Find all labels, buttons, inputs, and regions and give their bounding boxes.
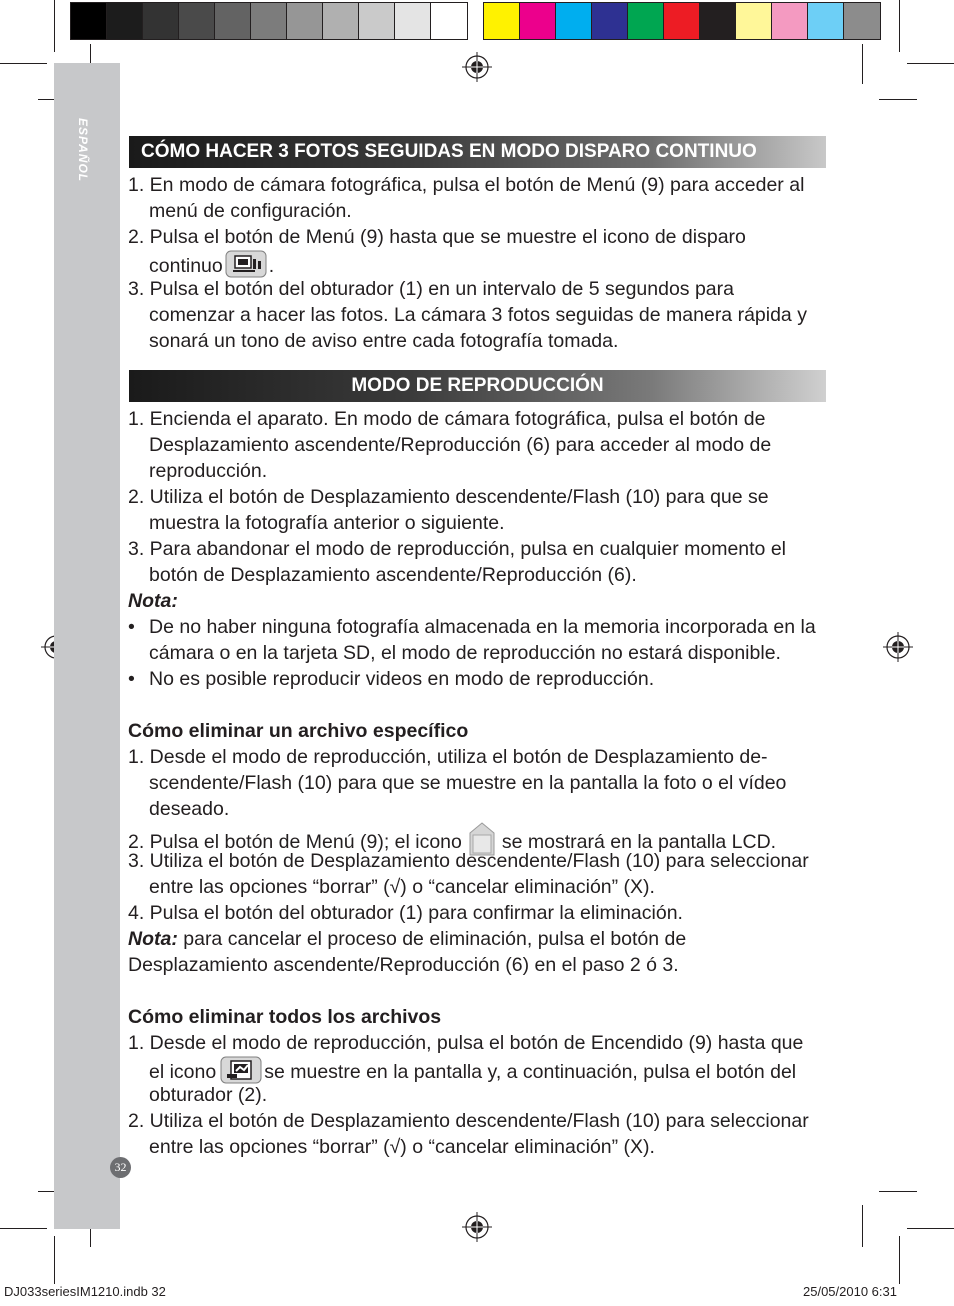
text-fragment: se mostrará en la pantalla LCD. [501,831,777,853]
text-line: deseado. [149,798,230,820]
color-swatch [143,3,179,39]
text-fragment: continuo [149,255,223,277]
color-swatch [323,3,359,39]
section-delete-one-body [128,718,828,978]
crop-mark [879,99,917,100]
crop-mark [0,63,47,64]
color-swatch [772,3,808,39]
text-line: entre las opciones “borrar” (√) o “cancelar eliminación” (X). [149,876,655,898]
color-swatch [520,3,556,39]
text-line: 3. Para abandonar el modo de reproducción, pulsa en cualquier momento el [128,538,787,560]
color-swatch [592,3,628,39]
color-swatch [664,3,700,39]
text-fragment: No es posible reproducir videos en modo de reproducción. [149,668,655,690]
crop-mark [54,1236,55,1284]
text-line: entre las opciones “borrar” (√) o “cancelar eliminación” (X). [149,1136,655,1158]
color-swatch [215,3,251,39]
registration-mark-icon [462,1212,492,1242]
text-line: 3. Pulsa el botón del obturador (1) en un intervalo de 5 segundos para [128,278,734,300]
text-line [128,822,828,853]
text-line: botón de Desplazamiento ascendente/Reproducción (6). [149,564,637,586]
registration-mark-icon [462,52,492,82]
text-line: 1. En modo de cámara fotográfica, pulsa el botón de Menú (9) para acceder al [128,174,805,196]
text-line: 4. Pulsa el botón del obturador (1) para confirmar la eliminación. [128,902,683,924]
color-swatch [628,3,664,39]
text-line: cámara o en la tarjeta SD, el modo de reproducción no estará disponible. [149,642,781,664]
text-fragment: 2. Pulsa el botón de Menú (9); el icono [128,831,462,853]
text-line: comenzar a hacer las fotos. La cámara 3 fotos seguidas de manera rápida y [149,304,807,326]
text-line: 1. Desde el modo de reproducción, pulsa el botón de Encendido (9) hasta que [128,1032,804,1054]
bullet-item [128,666,828,692]
text-line: 2. Utiliza el botón de Desplazamiento descendente/Flash (10) para que se [128,486,769,508]
color-swatch [395,3,431,39]
subsection-title: Cómo eliminar todos los archivos [128,1006,442,1028]
text-line: Desplazamiento ascendente/Reproducción (6) para acceder al modo de [149,434,772,456]
text-line: menú de configuración. [149,200,352,222]
gray-color-bar [70,2,468,40]
text-line: scendente/Flash (10) para que se muestre en la pantalla la foto o el vídeo [149,772,787,794]
crop-mark [879,1191,917,1192]
section-delete-all-body [128,1004,828,1160]
color-swatch [484,3,520,39]
text-line [128,1056,828,1082]
color-bar [483,2,881,40]
note-label: Nota: [128,590,178,612]
crop-mark [899,1236,900,1284]
text-fragment: el icono [149,1061,217,1083]
crop-mark [862,1205,863,1247]
side-strip [54,63,120,1229]
crop-mark [54,0,55,52]
color-swatch [844,3,880,39]
text-line: 1. Encienda el aparato. En modo de cámara fotográfica, pulsa el botón de [128,408,766,430]
color-swatch [107,3,143,39]
continuous-shot-icon [225,250,267,278]
subsection-title: Cómo eliminar un archivo específico [128,720,469,742]
text-line: obturador (2). [149,1084,268,1106]
text-line: reproducción. [149,460,268,482]
registration-mark-icon [883,632,913,662]
color-swatch [431,3,467,39]
text-fragment: De no haber ninguna fotografía almacenada en la memoria incorporada en la [149,616,816,638]
section-continuous-shot-body [128,172,828,354]
color-swatch [287,3,323,39]
crop-mark [0,1228,47,1229]
language-tab: ESPAÑOL [76,118,90,183]
color-swatch [700,3,736,39]
color-swatch [808,3,844,39]
bullet-item [128,614,828,640]
note-line [128,926,828,952]
text-line: 2. Pulsa el botón de Menú (9) hasta que se muestre el icono de disparo [128,226,746,248]
text-fragment: . [268,255,275,277]
note-label: Nota: [128,928,178,950]
color-swatch [71,3,107,39]
page-number: 32 [110,1157,131,1178]
delete-all-icon [220,1056,262,1084]
crop-mark [907,1228,954,1229]
text-line: 1. Desde el modo de reproducción, utiliza el botón de Desplazamiento de- [128,746,768,768]
bullet: • [128,668,135,690]
text-line [128,250,828,276]
text-line: 2. Utiliza el botón de Desplazamiento descendente/Flash (10) para seleccionar [128,1110,809,1132]
crop-mark [862,44,863,84]
text-fragment: para cancelar el proceso de eliminación, pulsa el botón de [183,928,687,950]
section-playback-body [128,406,828,692]
color-swatch [736,3,772,39]
color-swatch [251,3,287,39]
crop-mark [899,0,900,52]
text-line: 3. Utiliza el botón de Desplazamiento descendente/Flash (10) para seleccionar [128,850,809,872]
bullet: • [128,616,135,638]
text-line: Desplazamiento ascendente/Reproducción (6) en el paso 2 ó 3. [128,954,679,976]
text-fragment: se muestre en la pantalla y, a continuación, pulsa el botón del [264,1061,797,1083]
section-header-continuous-shot: CÓMO HACER 3 FOTOS SEGUIDAS EN MODO DISPARO CONTINUO [129,136,826,168]
text-line: sonará un tono de aviso entre cada fotografía tomada. [149,330,619,352]
text-line: muestra la fotografía anterior o siguiente. [149,512,505,534]
color-swatch [359,3,395,39]
section-header-playback: MODO DE REPRODUCCIÓN [129,370,826,402]
color-swatch [556,3,592,39]
color-swatch [179,3,215,39]
footer-filename: DJ033seriesIM1210.indb 32 [4,1284,166,1299]
crop-mark [907,63,954,64]
footer-date: 25/05/2010 6:31 [803,1284,897,1299]
